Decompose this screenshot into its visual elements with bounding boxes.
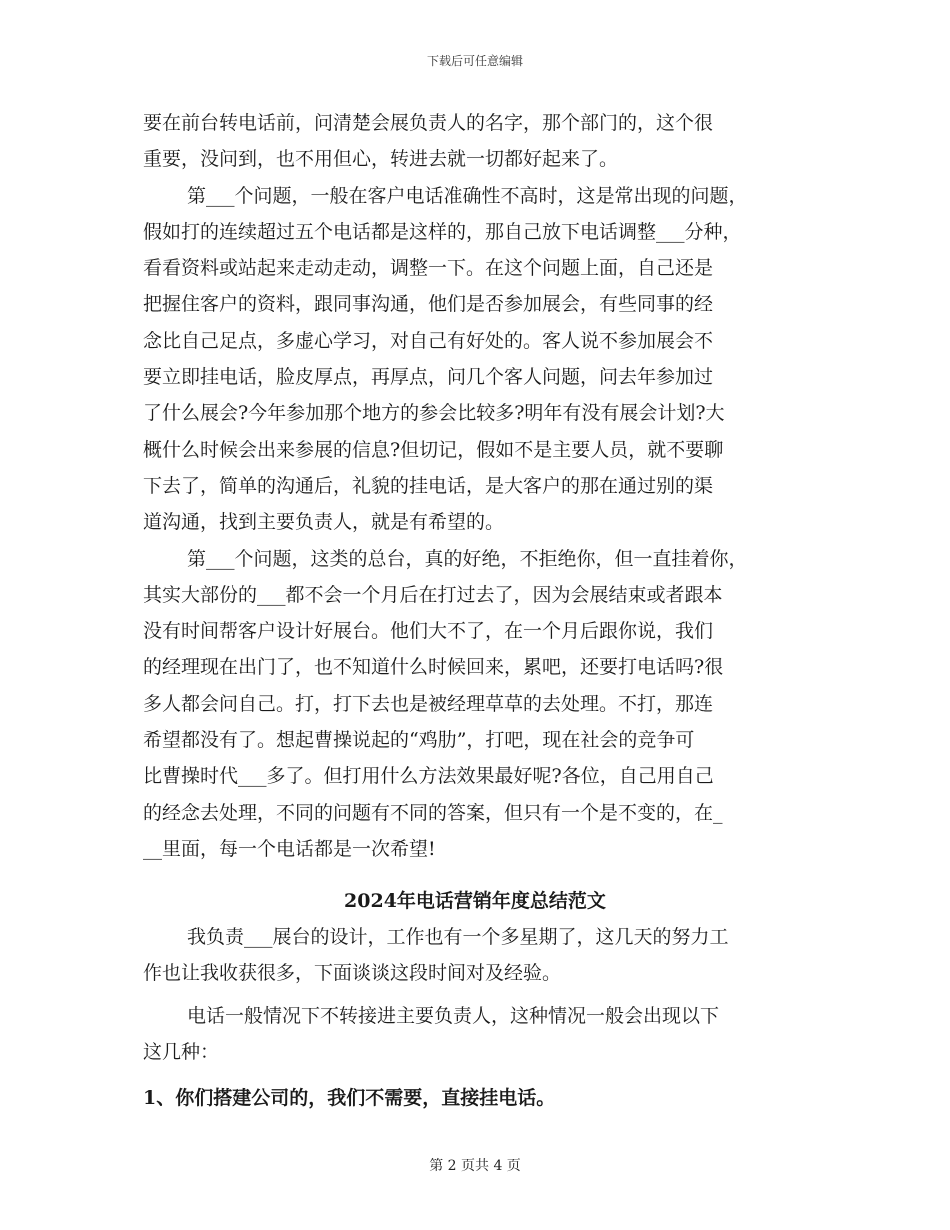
text-line: 假如打的连续超过五个电话都是这样的，那自己放下电话调整___分种， xyxy=(143,220,742,243)
paragraph xyxy=(143,919,808,992)
text-line: 下去了，简单的沟通后，礼貌的挂电话，是大客户的那在通过别的渠 xyxy=(143,474,714,497)
document-body-top xyxy=(143,105,808,867)
text-line: 要立即挂电话，脸皮厚点，再厚点，问几个客人问题，问去年参加过 xyxy=(143,366,714,389)
text-line: 没有时间帮客户设计好展台。他们大不了，在一个月后跟你说，我们 xyxy=(143,620,714,643)
text-line: __里面，每一个电话都是一次希望! xyxy=(143,837,436,860)
paragraph xyxy=(143,541,808,868)
text-line: 道沟通，找到主要负责人，就是有希望的。 xyxy=(143,511,505,534)
document-body-bottom xyxy=(143,919,808,1116)
list-item-heading: 1、你们搭建公司的，我们不需要，直接挂电话。 xyxy=(143,1087,556,1110)
text-line: 了什么展会?今年参加那个地方的参会比较多?明年有没有展会计划?大 xyxy=(143,402,725,425)
text-line: 比曹操时代___多了。但打用什么方法效果最好呢?各位，自己用自己 xyxy=(143,765,714,788)
text-line: 多人都会问自己。打，打下去也是被经理草草的去处理。不打，那连 xyxy=(143,692,714,715)
page-footer: 第 2 页共 4 页 xyxy=(429,1158,521,1174)
text-line: 这几种： xyxy=(143,1040,220,1063)
text-line: 的经念去处理，不同的问题有不同的答案，但只有一个是不变的，在_ xyxy=(143,801,723,824)
page-header: 下载后可任意编辑 xyxy=(426,54,523,68)
text-line: 概什么时候会出来参展的信息?但切记，假如不是主要人员，就不要聊 xyxy=(143,438,724,461)
text-line: 要在前台转电话前，问清楚会展负责人的名字，那个部门的，这个很 xyxy=(143,112,714,134)
text-line: 重要，没问到，也不用但心，转进去就一切都好起来了。 xyxy=(143,148,619,171)
text-line: 电话一般情况下不转接进主要负责人，这种情况一般会出现以下 xyxy=(187,1004,720,1027)
paragraph xyxy=(143,178,808,541)
text-line: 念比自己足点，多虚心学习，对自己有好处的。客人说不参加展会不 xyxy=(143,329,714,352)
text-line: 的经理现在出门了，也不知道什么时候回来，累吧，还要打电话吗?很 xyxy=(143,656,724,679)
text-line: 第___个问题，这类的总台，真的好绝，不拒绝你，但一直挂着你， xyxy=(187,547,748,570)
paragraph xyxy=(143,998,808,1071)
text-line: 把握住客户的资料，跟同事沟通，他们是否参加展会，有些同事的经 xyxy=(143,293,714,316)
text-line: 其实大部份的___都不会一个月后在打过去了，因为会展结束或者跟本 xyxy=(143,583,723,606)
text-line: 作也让我收获很多，下面谈谈这段时间对及经验。 xyxy=(143,962,562,985)
section-title: 2024年电话营销年度总结范文 xyxy=(344,890,606,912)
text-line: 第___个问题，一般在客户电话准确性不高时，这是常出现的问题， xyxy=(187,184,748,207)
text-line: 希望都没有了。想起曹操说起的“鸡肋”，打吧，现在社会的竞争可 xyxy=(143,729,695,752)
text-line: 看看资料或站起来走动走动，调整一下。在这个问题上面，自己还是 xyxy=(143,257,714,280)
paragraph xyxy=(143,105,808,178)
text-line: 我负责___展台的设计，工作也有一个多星期了，这几天的努力工 xyxy=(187,926,729,948)
